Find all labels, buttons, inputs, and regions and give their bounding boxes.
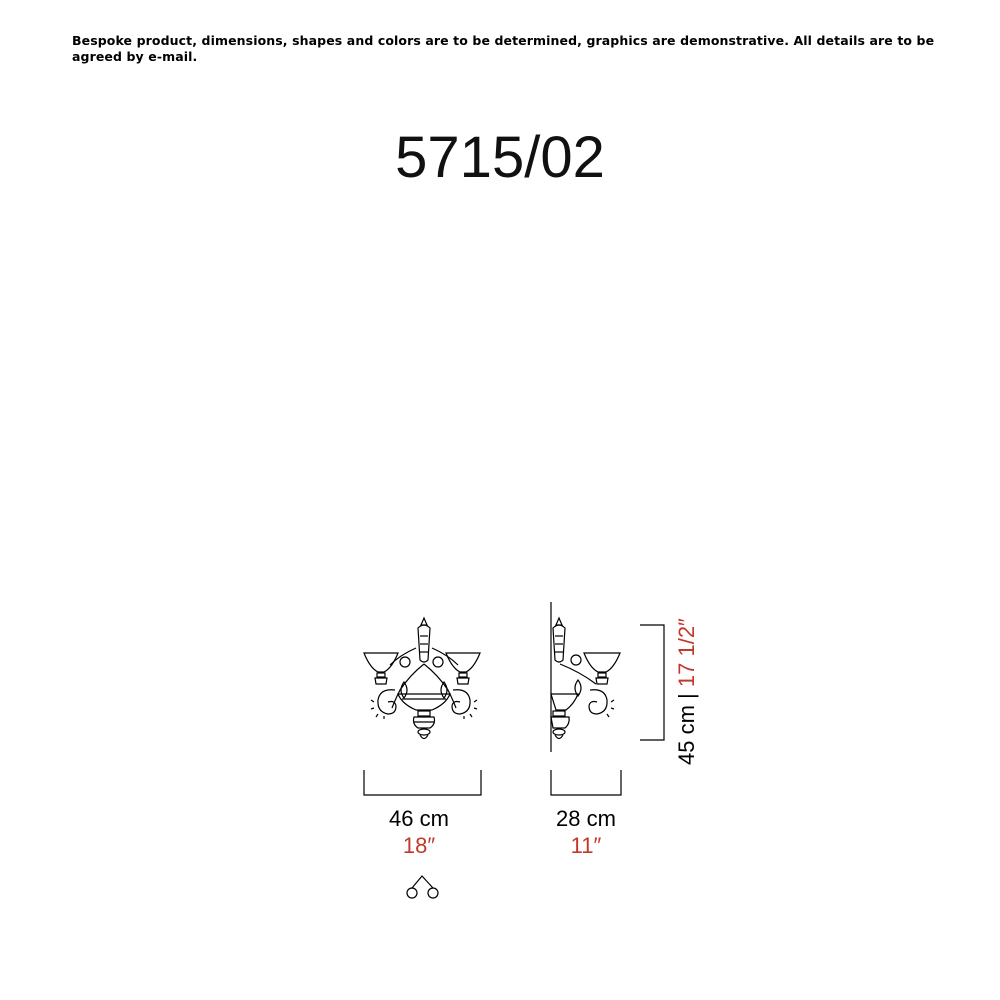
height-inch-label: 17 1/2″ <box>674 618 699 688</box>
depth-cm-label: 28 cm <box>556 806 616 831</box>
depth-inch-label: 11″ <box>570 833 602 858</box>
disclaimer-note: Bespoke product, dimensions, shapes and colors are to be determined, graphics are demonstrative. All details are to be agreed by e-mail. <box>72 33 935 64</box>
model-code: 5715/02 <box>395 125 605 190</box>
side-view-lamp-icon <box>551 602 620 752</box>
width-dimension-bracket <box>364 770 481 795</box>
height-cm-label: 45 cm <box>674 705 699 765</box>
depth-dimension-bracket <box>551 770 621 795</box>
bulb-symbol-icon <box>407 876 438 898</box>
width-inch-label: 18″ <box>402 833 436 858</box>
height-dimension-bracket <box>640 625 664 740</box>
width-cm-label: 46 cm <box>389 806 449 831</box>
height-separator: | <box>674 693 699 699</box>
height-dimension-label <box>674 618 700 765</box>
front-view-lamp-icon <box>364 618 480 739</box>
